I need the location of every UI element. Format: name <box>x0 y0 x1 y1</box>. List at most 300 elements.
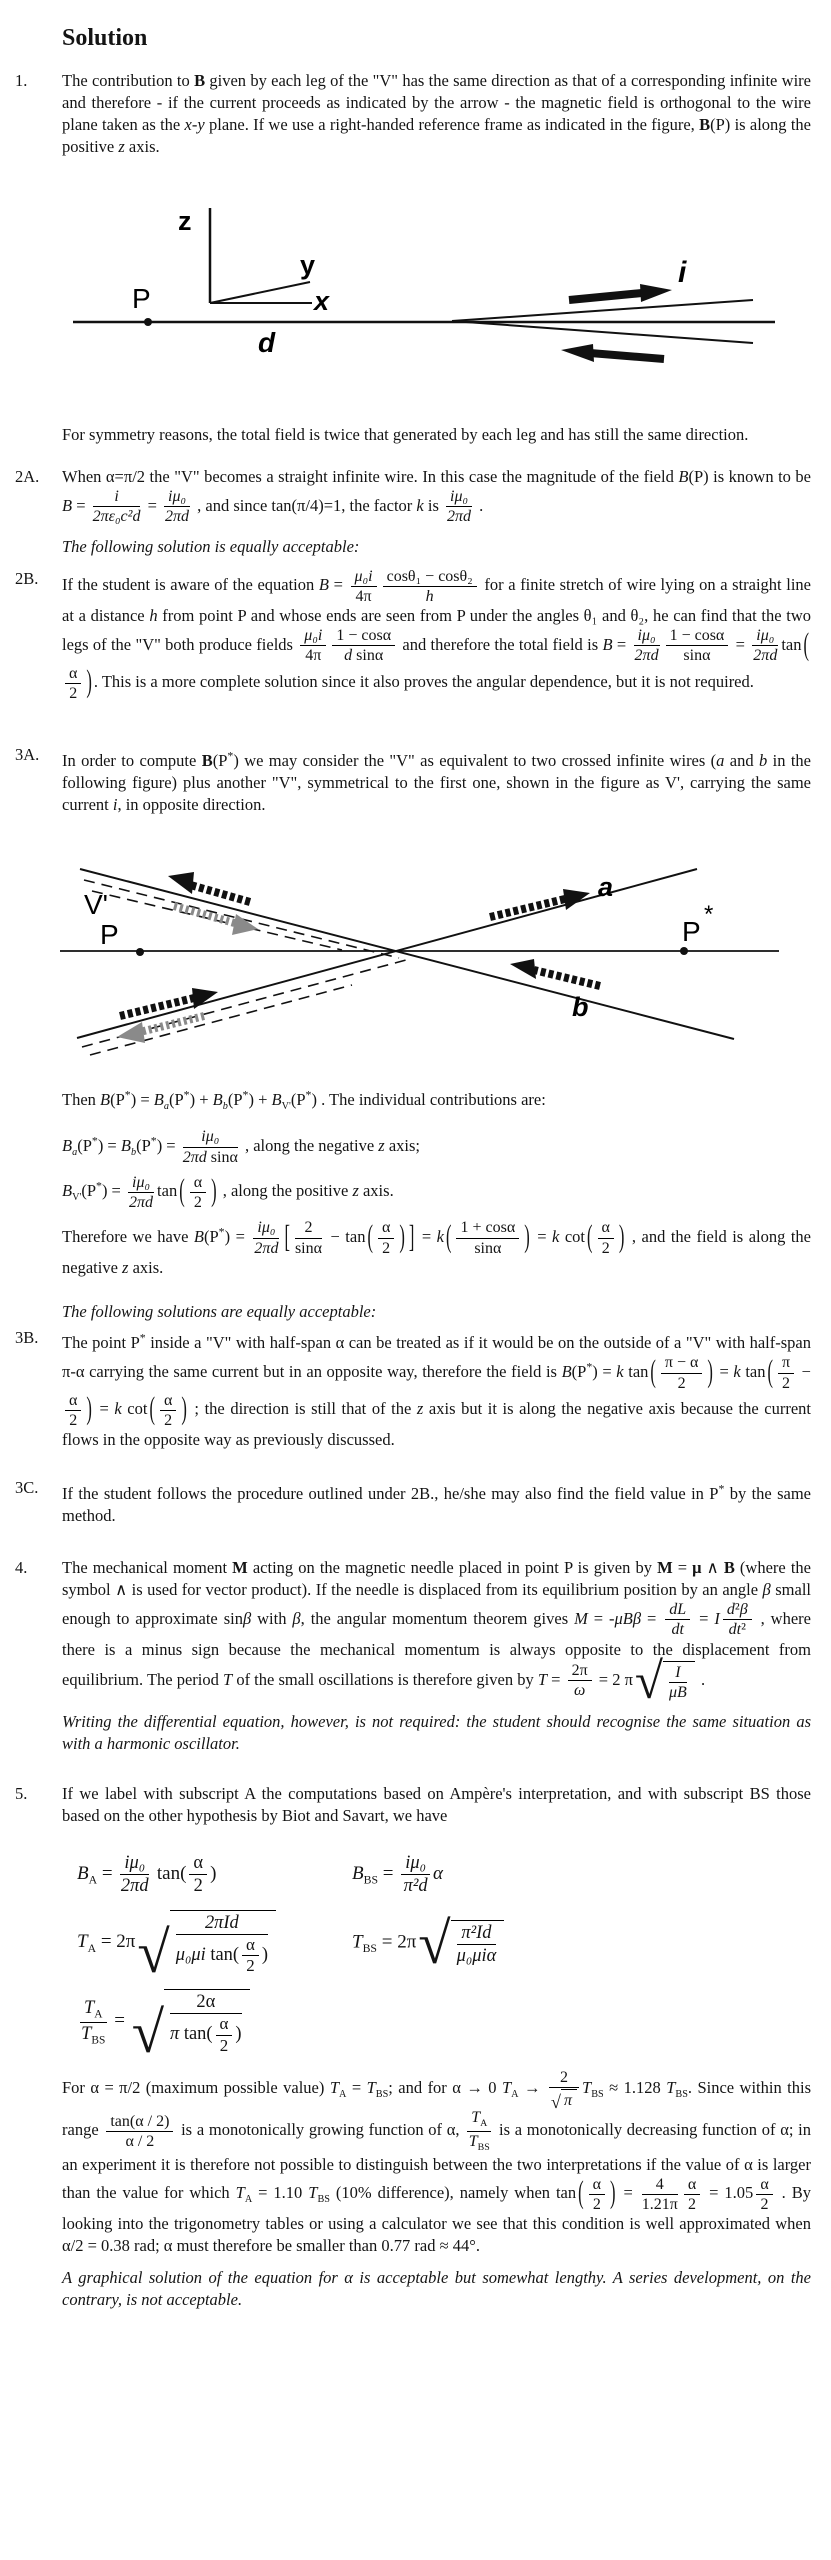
text-run: d <box>344 647 353 665</box>
text-run: B <box>699 115 711 134</box>
paragraph-text <box>62 2068 811 2256</box>
text-run: ) <box>235 2023 242 2044</box>
text-run: sinα <box>683 647 711 665</box>
paragraph-text <box>62 1481 811 1525</box>
text-run: ) = <box>156 1135 180 1155</box>
text-run: ) <box>399 1217 405 1254</box>
text-run: with <box>251 1608 293 1628</box>
text-run: axis. <box>128 1257 164 1277</box>
text-run: ; and for α → 0 <box>388 2077 502 2097</box>
vprime-label: V' <box>84 888 109 920</box>
text-run: The point P <box>62 1333 140 1353</box>
text-run: * <box>718 1481 725 1496</box>
text-run: − <box>797 1361 811 1381</box>
fraction <box>684 2176 700 2214</box>
text-run: . Since within this range <box>62 2077 811 2140</box>
text-run: T <box>468 2133 478 2151</box>
text-run: T <box>582 2077 592 2097</box>
text-run: ( <box>367 1217 373 1254</box>
text-run: = 2π <box>96 1930 136 1952</box>
text-run: tan( <box>205 1943 239 1964</box>
text-run: M <box>574 1608 588 1628</box>
text-run: M <box>232 1557 248 1577</box>
text-run: If the student follows the procedure outlined under 2B., he/she may also find the field value in P <box>62 1483 719 1503</box>
fraction <box>666 627 729 665</box>
text-run: ( <box>587 1217 593 1254</box>
text-run: − tan <box>325 1226 366 1246</box>
text-run: π <box>781 1354 791 1372</box>
text-run: ² <box>734 1600 740 1618</box>
text-run: B <box>271 1090 282 1110</box>
radical <box>634 1653 695 1711</box>
text-run: sinα <box>474 1239 502 1257</box>
text-run: β <box>242 1608 252 1628</box>
text-run: i <box>114 488 119 505</box>
text-run: plane. If we use a right-handed reference frame as indicated in the figure, <box>204 115 700 134</box>
figure-1-v-wire-diagram <box>42 200 811 378</box>
text-run: 2 <box>592 2196 601 2213</box>
current-arrow-lower-right <box>534 970 600 986</box>
text-run: iμ₀ <box>637 627 656 645</box>
text-run: z <box>352 1181 359 1201</box>
text-run: 2 <box>601 1239 610 1257</box>
text-run: a <box>716 750 725 770</box>
text-run: ² <box>741 1621 746 1639</box>
text-run: = 2π <box>376 1930 417 1952</box>
section-number: 5. <box>15 1784 28 1804</box>
text-run: i <box>112 794 118 814</box>
z-axis-label: z <box>178 206 192 236</box>
fraction <box>160 1392 176 1430</box>
text-run: V' <box>281 1101 291 1113</box>
text-run: μ₀i <box>354 567 373 585</box>
text-run: (P <box>204 1226 219 1246</box>
fraction <box>634 627 660 665</box>
formula-TA <box>77 1910 352 1986</box>
paragraph-text <box>62 537 359 556</box>
text-run: * <box>124 1087 131 1102</box>
text-run: dt <box>671 1621 684 1639</box>
fraction <box>752 627 778 665</box>
paragraph-text <box>62 2268 811 2309</box>
text-run: B <box>318 575 329 595</box>
text-run: μ₀μiα <box>456 1944 497 1965</box>
equation-row-B <box>77 1853 811 1896</box>
x-axis-label: x <box>314 286 330 316</box>
note-equally-acceptable-1 <box>62 536 811 558</box>
current-i-label: i <box>678 256 687 289</box>
text-run: ) <box>707 1352 713 1390</box>
text-run: α / 2 <box>125 2133 155 2151</box>
text-run: 2 <box>782 1374 791 1392</box>
paragraph-symmetry <box>62 424 811 446</box>
point-Pstar-label: P <box>682 915 701 947</box>
text-run: 2πε₀c²d <box>92 508 141 526</box>
text-run: = <box>378 1862 399 1884</box>
text-run: tan( <box>152 1862 187 1884</box>
paragraph-5 <box>15 1783 811 1827</box>
text-run: a <box>163 1101 169 1113</box>
distance-d-label: d <box>258 327 276 358</box>
text-run: d <box>726 1600 735 1618</box>
fraction <box>642 2176 678 2214</box>
text-run: k <box>552 1226 560 1246</box>
text-run: 2 <box>246 1956 255 1976</box>
text-run: dL <box>669 1600 687 1618</box>
text-run: 2π <box>129 1194 146 1212</box>
fraction <box>242 1936 259 1976</box>
y-axis-line <box>210 282 310 303</box>
text-run: B <box>100 1090 111 1110</box>
text-run: BS <box>675 2088 688 2100</box>
text-run: iμ₀ <box>756 627 775 645</box>
formula-BA <box>77 1853 352 1896</box>
text-run: k <box>114 1399 122 1419</box>
fraction <box>383 568 477 606</box>
text-run: A <box>339 2088 347 2100</box>
text-run: (P) is known to be <box>688 467 812 486</box>
text-run: V' <box>72 1192 82 1204</box>
point-P-dot <box>136 948 144 956</box>
text-run: B <box>212 1090 223 1110</box>
section-number: 3C. <box>15 1478 39 1498</box>
paragraph-text <box>62 1330 811 1450</box>
text-run: = <box>672 1557 693 1577</box>
text-run: ) <box>618 1217 625 1254</box>
fraction <box>80 1998 107 2047</box>
paragraph-text <box>62 425 748 444</box>
text-run: * <box>96 1178 102 1193</box>
fraction <box>332 627 395 665</box>
text-run: 2 <box>304 1219 313 1237</box>
text-run: k <box>616 1361 624 1381</box>
text-run: = - <box>587 1608 615 1628</box>
text-run: 2πd <box>165 508 190 526</box>
radical <box>418 1910 504 1976</box>
text-run: tan( <box>179 2023 213 2044</box>
text-run: (P <box>169 1090 184 1110</box>
text-run: Writing the differential equation, however, is not required: the student should recognise the same situation as with a harmonic oscillator. <box>62 1712 811 1754</box>
text-run: π²Id <box>461 1921 492 1942</box>
text-run: = <box>641 1608 663 1628</box>
text-run: by the same method. <box>62 1483 811 1525</box>
text-run: 2 <box>164 1412 173 1430</box>
text-run: α <box>601 1219 610 1237</box>
point-P-label: P <box>100 918 119 950</box>
text-run: = <box>693 1608 715 1628</box>
text-run: B <box>723 1557 735 1577</box>
text-run: (P <box>110 1090 125 1110</box>
text-run: 2 <box>559 2068 568 2086</box>
text-run: sinα <box>294 1239 323 1257</box>
text-run: axis. <box>358 1181 394 1201</box>
text-run: . <box>475 495 484 515</box>
sqrt-sign: √ <box>418 1910 451 1976</box>
text-run: B <box>62 1135 73 1155</box>
text-run: , and the field is along the negative <box>62 1226 811 1277</box>
text-run: * <box>305 1087 312 1102</box>
current-arrow-top <box>569 293 642 300</box>
text-run: When α=π/2 the "V" becomes a straight infinite wire. In this case the magnitude of the field <box>62 467 679 486</box>
text-run: β <box>739 1600 748 1618</box>
text-run: = <box>328 575 348 595</box>
figure-1-canvas <box>42 200 782 378</box>
text-run: = <box>109 2010 130 2032</box>
equation-row-ratio <box>77 1989 811 2065</box>
point-P-label: P <box>132 283 151 314</box>
text-run: ) <box>524 1217 530 1254</box>
figure-2-crossed-wires-diagram <box>42 866 811 1058</box>
text-run: . By looking into the trigonometry tables or using a calculator we see that this condition is well approximated when α/2 = 0.38 rad; α must therefore be smaller than 0.77 rad ≈ 44°. <box>62 2183 811 2256</box>
text-run: d <box>270 1239 279 1257</box>
vprime-upper-dashed-2 <box>92 891 342 950</box>
text-run: = <box>617 2183 639 2203</box>
text-run: ) = <box>224 1226 251 1246</box>
text-run: T <box>666 2077 676 2097</box>
text-run: 2π <box>254 1239 271 1257</box>
text-run: In order to compute <box>62 750 202 770</box>
text-run: dt <box>728 1621 742 1639</box>
fraction <box>723 1601 752 1639</box>
fraction <box>93 488 141 526</box>
text-run: = <box>547 1669 565 1689</box>
fraction <box>598 1219 614 1257</box>
text-run: of the small oscillations is therefore given by <box>232 1669 538 1689</box>
fraction <box>170 1992 242 2055</box>
text-run: If we label with subscript A the computations based on Ampère's interpretation, and with subscript BS those based on the other hypothesis by Biot and Savart, we have <box>62 1784 811 1826</box>
text-run: BS <box>375 2088 389 2100</box>
text-run: (P <box>290 1090 306 1110</box>
fraction <box>183 1128 238 1166</box>
paragraph-text <box>62 1217 811 1277</box>
text-run: BS <box>591 2088 604 2100</box>
text-run: . This is a more complete solution since it also proves the angular dependence, but it is not required. <box>93 672 754 692</box>
text-run: ) <box>86 663 92 700</box>
section-number: 2A. <box>15 467 40 486</box>
text-run: ) <box>610 2174 616 2211</box>
text-run: B <box>193 1226 204 1246</box>
text-run: and <box>724 750 759 770</box>
formula-TA-over-TBS <box>77 1989 352 2065</box>
text-run: 2πd <box>447 508 472 526</box>
text-run: [ <box>284 1217 290 1254</box>
text-run: * <box>183 1087 190 1102</box>
paragraph-text <box>62 71 811 156</box>
note-graphical-solution <box>62 2267 811 2311</box>
text-run: for a finite stretch of wire lying on a straight line at a distance <box>62 575 812 626</box>
text-run: axis but it is along the negative axis because the current flows in the opposite way as previously discussed. <box>62 1399 811 1450</box>
text-run: k <box>416 495 424 515</box>
note-differential-equation <box>62 1711 811 1755</box>
paragraph-3c <box>15 1477 811 1527</box>
text-run: (P <box>77 1135 92 1155</box>
text-run: is a monotonically growing function of α, <box>176 2120 465 2140</box>
fraction <box>378 1219 394 1257</box>
text-run: tan(α / 2) <box>110 2112 170 2130</box>
vprime-lower-dashed-2 <box>90 985 352 1055</box>
text-run: α <box>433 1862 443 1884</box>
text-run: from point P and whose ends are seen from P under the angles θ₁ and θ₂, he can find that the two legs of the "V" both produce fields <box>62 606 811 654</box>
text-run: B <box>602 634 613 654</box>
fraction <box>456 1219 519 1257</box>
fraction <box>216 2015 233 2055</box>
fraction <box>589 2176 605 2214</box>
fraction <box>164 488 190 526</box>
text-run: T <box>77 1930 88 1952</box>
text-run: 2πd <box>753 647 778 665</box>
fraction <box>549 2069 579 2110</box>
text-run: μ₀i <box>304 627 323 645</box>
fraction <box>351 568 377 606</box>
text-run: ( <box>445 1217 452 1254</box>
paragraph-therefore <box>62 1219 811 1279</box>
text-run: T <box>81 2022 92 2043</box>
text-run: small enough to approximate sin <box>62 1579 811 1628</box>
text-run: is <box>423 495 443 515</box>
fraction <box>253 1219 279 1257</box>
text-run: π²d <box>403 1874 428 1895</box>
text-run: 2 <box>69 1412 78 1430</box>
text-run: 2πd <box>634 647 659 665</box>
text-run: 2 <box>760 2196 769 2213</box>
text-run: A <box>87 1941 97 1955</box>
text-run: ) + <box>248 1090 272 1110</box>
text-run: BS <box>363 1873 379 1887</box>
text-run: ω <box>573 1682 586 1700</box>
formula-BBS <box>352 1853 443 1896</box>
paragraph-1 <box>15 70 811 158</box>
fraction <box>467 2109 491 2153</box>
text-run: ) <box>86 1390 92 1427</box>
text-run: = <box>97 1862 118 1884</box>
point-Pstar-asterisk: * <box>704 900 714 928</box>
text-run: π − α <box>664 1354 699 1372</box>
equation-row-T <box>77 1910 811 1986</box>
text-run: , the angular momentum theorem gives <box>300 1608 575 1628</box>
fraction <box>669 1664 687 1702</box>
text-run: , along the negative <box>240 1135 379 1155</box>
fraction <box>190 1174 206 1212</box>
paragraph-comparison <box>62 2069 811 2257</box>
text-run: z <box>416 1399 424 1419</box>
paragraph-then-sum <box>62 1084 811 1119</box>
text-run: * <box>227 748 234 763</box>
text-run: given by each leg of the "V" has the same direction as that of a corresponding infinite wire and therefore - if the current proceeds as indicated by the arrow - the magnetic field is orthogonal to the wire plane taken as the <box>62 71 811 134</box>
text-run: ( <box>803 625 809 662</box>
text-run: B <box>194 71 206 90</box>
current-arrow-upper-left-head <box>168 872 194 894</box>
text-run: 2πId <box>204 1911 239 1932</box>
fraction <box>295 1219 322 1257</box>
paragraph-3b <box>15 1327 811 1452</box>
text-run: Then <box>62 1090 101 1110</box>
paragraph-text <box>62 1087 546 1113</box>
section-number: 1. <box>15 71 28 90</box>
text-run: A <box>511 2088 519 2100</box>
text-run: (P <box>571 1361 587 1381</box>
text-run: ] <box>408 1217 415 1254</box>
text-run: (P <box>136 1135 151 1155</box>
text-run: → <box>518 2077 546 2097</box>
wire-a-label: a <box>598 871 614 902</box>
paragraph-4 <box>15 1557 811 1711</box>
text-run: x-y <box>184 115 205 134</box>
text-run: α <box>193 1852 204 1873</box>
text-run: sinα <box>352 647 384 665</box>
text-run: = <box>93 1399 115 1419</box>
text-run: (10% difference), namely when tan <box>329 2183 577 2203</box>
text-run: , where there is a minus sign because the mechanical momentum is always opposite to the displacement from equilibrium. The period <box>62 1608 811 1689</box>
y-axis-label: y <box>300 250 316 280</box>
paragraph-text <box>62 748 811 814</box>
text-run: = <box>143 495 161 515</box>
current-arrow-lower-left <box>120 998 194 1016</box>
fraction <box>65 1392 81 1430</box>
text-run: T <box>366 2077 376 2097</box>
equation-block <box>77 1852 811 2065</box>
sqrt-sign: √ <box>550 2091 561 2112</box>
text-run: T <box>235 2183 245 2203</box>
point-P-dot <box>144 318 152 326</box>
text-run: cot <box>559 1226 585 1246</box>
text-run: iμ₀ <box>168 488 187 505</box>
text-run: For α = π/2 (maximum possible value) <box>62 2077 330 2097</box>
text-run: = <box>72 495 90 515</box>
text-run: k <box>733 1361 741 1381</box>
text-run: tan <box>781 634 802 654</box>
text-run: a <box>72 1146 78 1158</box>
vprime-arrow-upper-head <box>232 914 258 935</box>
text-run: = 1.05 <box>703 2183 754 2203</box>
text-run: 1.21π <box>641 2196 678 2213</box>
text-run: ) <box>211 1172 217 1209</box>
text-run: B <box>120 1135 131 1155</box>
paragraph-2b <box>15 567 812 703</box>
text-run: 2 <box>219 2035 229 2055</box>
radical <box>131 1989 250 2065</box>
text-run: = <box>714 1361 734 1381</box>
text-run: 2 <box>193 1874 203 1895</box>
text-run: = <box>416 1226 437 1246</box>
text-run: A <box>480 2118 488 2130</box>
text-run: 2π <box>182 1148 199 1166</box>
text-run: ) = <box>130 1090 154 1110</box>
sqrt-sign: √ <box>137 1920 170 1986</box>
text-run: ) <box>181 1390 187 1427</box>
text-run: 1 − cosα <box>669 627 725 645</box>
current-arrow-bottom <box>590 353 664 359</box>
text-run: = 2 π <box>594 1669 633 1689</box>
text-run: BS <box>91 2034 106 2047</box>
text-run: B <box>561 1361 572 1381</box>
text-run: B <box>352 1862 364 1884</box>
fraction <box>106 2113 173 2151</box>
text-run: B <box>678 467 689 486</box>
text-run: ) <box>261 1943 269 1964</box>
radical <box>550 2089 577 2112</box>
text-run: α <box>69 1391 78 1409</box>
text-run: * <box>139 1330 146 1345</box>
current-arrow-top-head <box>640 284 672 302</box>
text-run: T <box>537 1669 548 1689</box>
radical <box>137 1910 276 1986</box>
text-run: ) + <box>189 1090 213 1110</box>
text-run: = <box>731 634 750 654</box>
text-run: acting on the magnetic needle placed in point P is given by <box>247 1557 658 1577</box>
sqrt-sign: √ <box>131 1999 165 2065</box>
v-lower-leg <box>452 321 753 343</box>
paragraph-text <box>62 567 812 702</box>
